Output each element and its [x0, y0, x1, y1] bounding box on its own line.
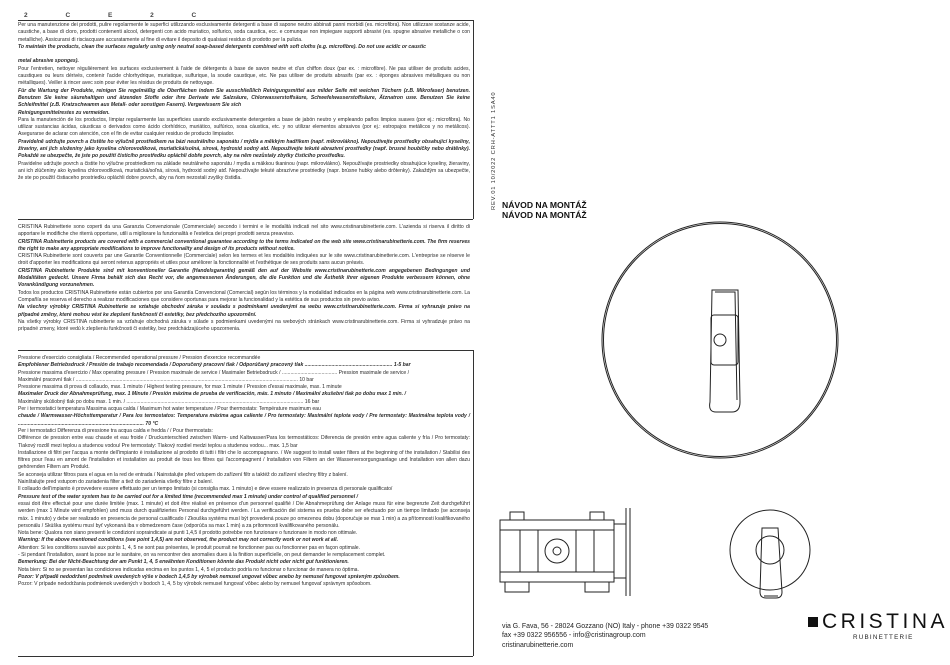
paragraph: Para la manutención de los productos, limpiar regularmente las superficies usando exclusivamente detergentes a base de jabón neutro y empleando paños limpios suaves (por ej.: microfibra). No utilizar sustancias ácidas, cáusticas o derivados como ácido clorhídrico, muriático, sulfúrico, sosa cáustica, etc. y no utilizar elementos abrasivos (por ej.: estropajos metálicos y no metálicos). Asegurarse de aclarar con atención, con el fin de evitar cualquier residuo de producto limpiador. [18, 116, 470, 138]
paragraph: Pressure test of the water system has to be carried out for a limited time (recommended max 1 minute) under control of qualified personnel / [18, 493, 358, 500]
paragraph: Für die Wartung der Produkte, reinigen Sie regelmäßig die Oberflächen indem Sie ausschließlich Reinigungsmittel aus milder Seife mit weichen Tüchern (z.B. Mikrofaser) benutzen. Benutzen Sie keine säurehaltigen und ätzenden Stoffe oder ihre Derivate wie Salzsäure, Chlorwasserstoffsäure, Schwefelwasserstoffsäure, Ätznatron usw. Benutzen Sie keine Schleifmittel (z.B. Kratzschwamm aus Metall- oder sonstigen Fasern). Vergewissern Sie sich [18, 87, 470, 109]
paragraph: chaude / Warmwasser-Höchsttemperatur / Para los termostatos: Temperatura máxima agua caliente / Pro termostaty: Maximální teplota vody / Pre termostaty: Maximálna teplota vody / ......................................................................................... 70 °C [18, 413, 470, 427]
paragraph: - Si pendant l'installation, avant la pose sur le sanitaire, on va rencontrer des anomalies dues à la finition superficielle, on peut demander le remplacement complet. [18, 552, 386, 559]
paragraph: Différence de pression entre eau chaude et eau froide / Druckunterschied zwischen Warm- und Kaltwasser/Para los termostáticos: Diferencia de presión entre agua caliente y fría / Pro termostaty: Tlakový rozdíl mezi teplou a studenou vodou/ Pre termostaty: Tlakový rozdiel medzi teplou a studenou vodou... max. 1,5 bar [18, 435, 470, 449]
brand-logo-text: CRISTINA [822, 610, 949, 633]
revision-code-text: REV.01 10/2022 CRH-ATTT1 1SA40 [491, 91, 497, 210]
paragraph: essai doit être effectué pour une durée limitée (max. 1 minute) et doit être réalisé en présence d'un personnel qualifié / Die Abnahmeprüfung der Anlage muss für eine begrenzte Zeit durchgeführt werden (max 1 Minute wird empfohlen) und muss durch qualifiziertes Personal durchgeführt werden. / La verificación del sistema es prueba debe ser efectuado por un tiempo limitado (se aconseja máx. 1 minuto) y debe ser realizado en presencia de personal cualificado / Zkouška systému musí být provedená pouze po omezenou dobu (doporučuje se max 1 min) a za přítomnosti kvalifikovaného personálu / Skúška systému musí byť vykonaná iba v obmedzenom čase (odporúča sa max 1 min) a za prítomnosti kvalifikovaného personálu. [18, 500, 470, 529]
paragraph: To maintain the products, clean the surfaces regularly using only neutral soap-based detergents combined with soft cloths (e.g. microfibre). Do not use acidic or caustic [18, 43, 426, 50]
header-mark: C [65, 12, 72, 19]
brand-logo-square [808, 617, 818, 627]
header-mark: 2 [150, 12, 155, 19]
paragraph: Attention: Si les conditions susvisé aux points 1, 4, 5 ne sont pas présentes, le produit pourrait ne fonctionner pas ou fonctionner pas en façon optimale. [18, 544, 361, 551]
header-mark: C [191, 12, 198, 19]
brand-logo-subtitle: RUBINETTERIE [853, 634, 914, 641]
paragraph: Maximální pracovní tlak / ............................................................................................................................................................. 10 bar [18, 376, 314, 383]
paragraph: Maximálny skúšobný tlak po dobu max. 1 min. / ............................................................................................................................. 16 bar [18, 398, 320, 405]
title-line-1: NÁVOD NA MONTÁŽ [502, 200, 587, 210]
header-mark: E [107, 12, 114, 19]
header-mark: 2 [24, 12, 29, 19]
paragraph: metal abrasive sponges). [18, 58, 79, 65]
paragraph: Per i termostatici temperatura Massima acqua calda / Maximum hot water temperature / Pour thermostats: Température maximum eau [18, 406, 321, 413]
paragraph: Nota bien: Si no se presentan las condiciones indicadas encima en los puntos 1, 4, 5 el producto podría no funcionar o funcionar de manera no óptima. [18, 566, 359, 573]
paragraph: Pour l'entretien, nettoyer régulièrement les surfaces exclusivement à l'aide de détergents à base de savon neutre et d'un chiffon doux (par ex. : microfibre). Ne pas utiliser de produits acides, caustiques ou leurs dérivés, contenir l'acide chlorhydrique, muriatique, sulfurique, la soude caustique, etc. Ne pas utiliser de produits abrasifs (par ex. : éponges abrasives métalliques ou non métalliques). Veiller à rincer avec soin pour éviter les résidus de produits de nettoyage. [18, 65, 470, 87]
mini-view [730, 510, 810, 598]
paragraph: Warning: If the above mentioned conditions (see point 1,4,5) are not observed, the product may not correctly work or not work at all. [18, 537, 339, 544]
paragraph: Pozor: V prípade nedodržania podmienok uvedených v bodoch 1, 4, 5 by výrobok nemusel fungovať vôbec alebo by nemusel fungovať správnym spôsobom. [18, 581, 372, 588]
paragraph: Nainštalujte pred vstupom do zariadenia filter a tiež do zariadenia všetky filtre z balení. [18, 479, 214, 486]
paragraph: Maximaler Druck der Abnahmeprüfung, max. 1 Minute / Presión máxima de prueba de verificación, máx. 1 minuto / Maximální zkušební tlak po dobu max 1 min. / [18, 391, 406, 398]
paragraph: CRISTINA Rubinetterie products are covered with a commercial conventional guarantee according to the terms indicated on the web site www.cristinarubinetterie.com. The firm reserves the right to make any appropriate modifications to improve functionality and design of its products without notice. [18, 238, 470, 252]
paragraph: Pressione massima d'esercizio / Max operating pressure / Pression maximale de service / Maximaler Betriebsdruck / ....................................... Pression maximale de service / [18, 369, 410, 376]
paragraph: Per una manutenzione dei prodotti, pulire regolarmente le superfici utilizzando esclusivamente detergenti a base di sapone neutro abbinati panni morbidi (es. microfibra). Non utilizzare sostanze acide, caustiche, a base di cloro, prodotti contenenti alcool, detergenti con acido muriatico, solfurico, soda caustica, ecc. e comunque non impiegare supporti abrasivi (es. spugne abrasive metalliche o con metalliche). Assicurarsi di risciacquare accuratamente al fine di evitare il deposito di qualsiasi residuo di prodotto per la pulizia. [18, 22, 470, 43]
paragraph: Na všetky výrobky CRISTINA rubinetterie sa vzťahuje obchodná záruka v súlade s podmienkami uvedenými na webových stránkach www.cristinarubinetterie.com. Firma si vyhradzuje právo na prípadné zmeny, ktoré vedú k zlepšeniu funkčnosti či estetiky, bez predchádzajúceho upozornenia. [18, 318, 470, 333]
paragraph: Per i termostatici Differenza di pressione tra acqua calda e fredda / / Pour thermostats: [18, 427, 213, 434]
title-line-2: NÁVOD NA MONTÁŽ [502, 210, 587, 220]
side-view [500, 508, 630, 596]
company-address [502, 622, 708, 650]
address-line: fax +39 0322 956556 - info@cristinagroup.com [502, 632, 646, 640]
address-line: via G. Fava, 56 - 28024 Gozzano (NO) Italy - phone +39 0322 9545 [502, 623, 709, 630]
paragraph: Na všechny výrobky CRISTINA Rubinetterie se vztahuje obchodní záruka v souladu s podmínkami uvedenými na webu www.cristinarubinetterie.com. Firma si vyhrazuje právo na případné změny, které mohou vést ke zlepšení funkčnosti či estetiky, bez předchozího upozornění. [18, 304, 470, 318]
paragraph: Se aconseja utilizar filtros para el agua en la red de entrada / Nainstalujte před vstupem do zařízení filtr a taktéž do zařízení všechny filtry z balení. [18, 471, 348, 478]
paragraph: Todos los productos CRISTINA Rubinetterie están cubiertos por una Garantía Convencional (Comercial) según los términos y la modalidad indicados en la página web www.cristinarubinetterie.com. La Compañía se reserva el derecho a realizar modificaciones que considere oportunas para mejorar la funcionalidad y la estética de sus productos sin previo aviso. [18, 289, 470, 303]
paragraph: Reinigungsmittelrestes zu vermeiden. [18, 109, 110, 116]
paragraph: Bemerkung: Bei der Nicht-Beachtung der am Punkt 1, 4, 5 erwähnten Konditionen könnte das Produkt nicht oder nicht gut funktionieren. [18, 559, 349, 566]
paragraph: Il collaudo dell'impianto è provvedere essere effettuato per un tempo limitato (si consiglia max. 1 minuto) e deve essere realizzato in presenza di personale qualificato/ [18, 486, 393, 493]
paragraph: Pravidelne udržujte povrch a čistite ho výlučne prostriedkom na základe neutrálneho saponátu / mydla a mäkkou tkaninou (napr. mikrovlákno). Nepoužívajte prostriedky obsahujúce kyseliny, žieraviny, ani ich zlúčeniny ako kyselina chlorovodíková, muriatická/soľná, sírová, hydroxid sodný atď. Nepoužívajte tekuté abrazívne prostriedky (napr. brúsne hubky alebo drôtenky). Zakaždým sa ubezpečte, že ste po použití čistiaceho prostriedku opláchli dobre povrch, aby na ňom nezostali zvyšky čistidla. [18, 160, 470, 182]
front-view [602, 222, 838, 458]
paragraph: CRISTINA Rubinetterie Produkte sind mit konventioneller Garantie (Handelsgarantie) gemäß den auf der Website www.cristinarubinetterie.com angegebenen Bedingungen und Modalitäten gedeckt. Unsere Firma behält sich das Recht vor, die angemessenen Änderungen, die die Funktion und die Ästhetik ihrer eigenen Produkte verbessern können, ohne Vorankündigung vorzunehmen. [18, 267, 470, 289]
paragraph: Pravidelně udržujte povrch a čistěte ho výlučně prostředkem na bázi neutrálního saponátu / mýdla a měkkým hadříkem (např. mikrovlákno). Nepoužívejte prostředky obsahující kyseliny, žíraviny, ani jich složeniny jako kyselina chlorovodíková, muriatická/solná, sírová, hydroxid sodný atd. Nepoužívejte tekuté abrazivní prostředky (např. brusné houbičky nebo drátěnky). Pokaždé se ubezpečte, že jste po použití čisticího prostředku opláchli dobře povrch, aby na něm nezůstaly zbytky čisticího prostředku. [18, 138, 470, 160]
paragraph: Pozor: V případě nedodržení podmínek uvedených výše v bodech 1,4,5 by výrobek nemusel ungovat vůbec anebo by nemusel fungovat správným způsobem. [18, 573, 400, 580]
paragraph: CRISTINA Rubinetterie sont couverts par une Garantie Conventionnelle (Commerciale) selon les termes et les modalités indiquées sur le site www.cristinarubinetterie.com. L'entreprise se réserve le droit d'apporter les modifications qui seront retenus appropriés et utiles pour améliorer la fonctionnalité et l'esthétique de ses produits sans aucun préavis. [18, 253, 470, 267]
paragraph: Pressione massima di prova di collaudo, max. 1 minuto / Highest testing pressure, for max 1 minute / Pression d'essai maximale, max. 1 minute [18, 384, 342, 391]
paragraph: CRISTINA Rubinetterie sono coperti da una Garanzia Convenzionale (Commerciale) secondo i termini e le modalità indicati nel sito www.cristinarubinetterie.com. L'azienda si riserva il diritto di apportare le modifiche che riterrà opportune, utili a migliorare la funzionalità e l'estetica dei propri prodotti senza preavviso. [18, 224, 470, 238]
address-line: cristinarubinetterie.com [502, 641, 574, 649]
paragraph: Pressione d'esercizio consigliata / Recommended operational pressure / Pression d'exercice recommandée [18, 355, 261, 361]
paragraph: Empfohlener Betriebsdruck / Presión de trabajo recomendada / Doporučený pracovní tlak / Odporúčaný pracovný tlak .............................................................. 1-5 bar [18, 362, 411, 369]
paragraph: Installazione di filtri per l'acqua a monte dell'impianto è installazione al prodotto di tutti i filtri che lo accompagnano. / We suggest to install water filters at the beginning of the installation / Stabilisi des filtres pour l'eau en amont de l'installation et installation au produit de tous les filtres qui l'accompagnent / Installation von Filtern an der Wasserversorgungsanlage und Installation von allen dazu gehörenden Filtern am Produkt. [18, 449, 470, 471]
paragraph: Nota bene: Qualora non siano presenti le condizioni sopraindicate ai punti 1,4,5 il prodotto potrebbe non funzionare o funzionare in modo non ottimale. [18, 530, 358, 537]
